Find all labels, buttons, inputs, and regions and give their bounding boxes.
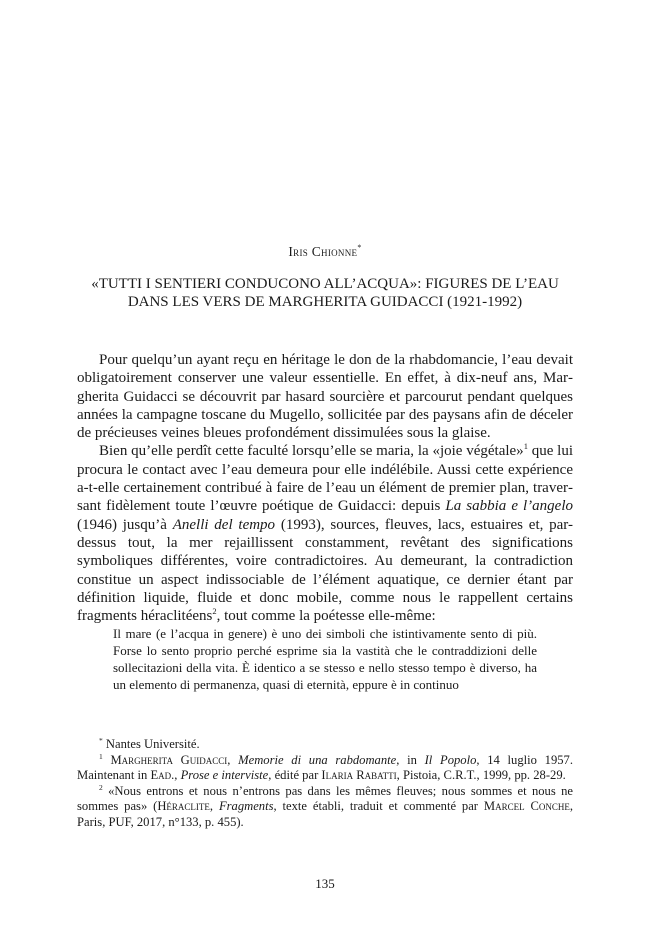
block-quote: [113, 625, 537, 693]
article-title: [70, 275, 580, 311]
footnote-ref-1: 1: [523, 441, 528, 452]
page-number: 135: [315, 876, 335, 891]
footnote-2-quote: «Nous entrons et nous n’entrons pas dans les mêmes fleuves; nous sommes et nous ne sommes pas» (: [77, 783, 573, 814]
author-line: [0, 243, 650, 260]
paragraph-2-text-b: que lui procura le contact avec l’eau demeura pour elle indélébile. Aussi cette expérience a-t-elle certainement contribué à faire de l’eau un élément de premier plan, traversant fidèlement toute l’œuvre poétique de Guidacci: depuis: [77, 443, 573, 515]
footnote-1-mid: , in: [396, 752, 425, 767]
footnote-0-mark: *: [99, 736, 103, 745]
title-line-2: DANS LES VERS DE MARGHERITA GUIDACCI (1921-1992): [127, 294, 523, 310]
paragraph-2: [77, 442, 573, 625]
footnote-1-sep: ,: [227, 752, 239, 767]
footnote-1-end: , Pistoia, C.R.T., 1999, pp. 28-29.: [396, 768, 566, 783]
paragraph-2-text-d: (1993), sources, fleuves, lacs, estuaires et, par-dessus tout, la mer rejaillissent constamment, revêtant des significations symboliques différentes, voire contradictoires. Au demeurant, la contradiction constitue un aspect indissociable de l’élément aquatique, ce dernier étant par définition liquide, fluide et donc mobile, comme nous le rappellent certains fragments héraclitéens: [77, 516, 573, 625]
footnote-2-sep: ,: [209, 799, 219, 814]
paragraph-2-text-a: Bien qu’elle perdît cette faculté lorsqu’elle se maria, la «joie végétale»: [99, 443, 524, 460]
footnote-2-translator: Marcel Conche: [483, 799, 570, 814]
footnote-1-journal: Il Popolo: [424, 752, 477, 767]
paragraph-1: Pour quelqu’un ayant reçu en héritage le don de la rhabdomancie, l’eau devait obligatoirement conserver une valeur essentielle. En effet, à dix-neuf ans, Margherita Guidacci se découvrit par hasard sourcière et parcourut pendant quelques années la campagne toscane du Mugello, sollicitée par des paysans afin de déceler de précieuses veines bleues profondément dissimulées sous la glaise.: [77, 352, 573, 442]
footnote-2-mark: 2: [99, 782, 103, 792]
footnote-0-text: Nantes Université.: [102, 737, 200, 751]
footnote-2-work: Fragments: [218, 799, 274, 814]
work-title-sabbia: La sabbia e l’angelo: [445, 498, 573, 515]
footnote-1: [77, 753, 573, 784]
title-line-1: «TUTTI I SENTIERI CONDUCONO ALL’ACQUA»: FIGURES DE L’EAU: [91, 276, 559, 292]
paragraph-2-text-e: , tout comme la poétesse elle-même:: [216, 608, 436, 625]
footnote-1-ed: , édité par: [268, 768, 322, 783]
footnote-1-book: Prose e interviste: [180, 768, 269, 783]
quote-text: Il mare (e l’acqua in genere) è uno dei simboli che istintivamente sento di più. Forse lo sento proprio perché esprime sia la vastità che le contraddizioni delle sollecitazioni della vita. È identico a se stesso e nello stesso tempo è diverso, ha un elemento di permanenza, quasi di eternità, eppure è in continuo: [113, 626, 537, 693]
footnote-1-rest: , 14 luglio 1957. Maintenant in: [77, 752, 573, 783]
footnote-2-mid: , texte établi, traduit et commenté par: [273, 799, 484, 814]
footnote-1-ead: Ead.: [150, 768, 175, 783]
footnote-ref-2: 2: [212, 606, 217, 617]
footnote-2-author: Héraclite: [157, 799, 210, 814]
footnote-1-mark: 1: [99, 751, 103, 761]
paragraph-2-text-c: (1946) jusqu’à: [77, 516, 173, 533]
footnote-0: [77, 737, 573, 753]
footnote-1-author: Margherita Guidacci: [110, 752, 228, 767]
work-title-anelli: Anelli del tempo: [172, 516, 276, 533]
footnote-1-work: Memorie di una rabdomante: [238, 752, 397, 767]
footnotes: [77, 737, 573, 831]
author-footnote-mark: *: [357, 243, 362, 252]
footnote-2: [77, 784, 573, 831]
footnote-1-editor: Ilaria Rabatti: [321, 768, 397, 783]
footnote-2-end: , Paris, PUF, 2017, n°133, p. 455).: [77, 799, 574, 829]
body-text: [77, 351, 573, 625]
author-name: Iris Chionne: [288, 244, 358, 259]
footnote-1-sep2: ,: [174, 768, 181, 783]
